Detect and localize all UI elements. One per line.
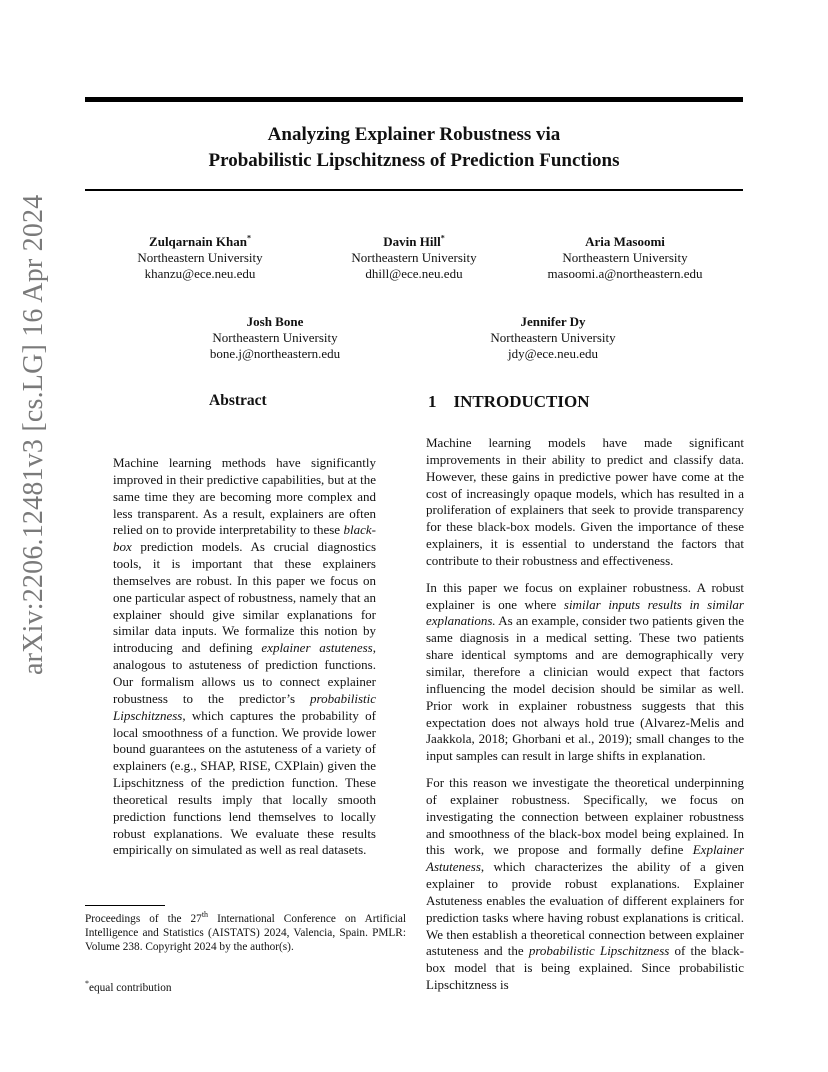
introduction-body: [426, 435, 744, 1004]
paragraph-text: Machine learning models have made significant improvements in their ability to predict and classify data. However, these gains in predictive power have come at the cost of increasingly opaque models, which has resulted in a proliferation of explainers that seek to provide transparency for these black-box models. Given the importance of these explainers, it is essential to understand the factors that contribute to their robustness and effectiveness.: [426, 435, 744, 568]
title-line-2: Probabilistic Lipschitzness of Prediction Functions: [208, 150, 620, 171]
arxiv-stamp: arXiv:2206.12481v3 [cs.LG] 16 Apr 2024: [18, 194, 49, 675]
paragraph-text: For this reason we investigate the theoretical underpinning of explainer robustness. Specifically, we focus on investigating the connection between explainer robustness and smoothness of the black-box model being explained. In this work, we propose and formally define: [426, 775, 744, 858]
footnote-text: equal contribution: [89, 982, 172, 994]
paragraph-emphasis: Explainer Astuteness: [426, 842, 744, 875]
title-bottom-rule: [85, 189, 743, 191]
author-email: dhill@ece.neu.edu: [365, 266, 463, 281]
top-rule: [85, 97, 743, 102]
abstract-text: , analogous to astuteness of prediction functions. Our formalism allows us to connect explainer robustness to the predictor’s: [113, 640, 376, 706]
proceedings-footnote: [85, 912, 406, 954]
section-heading-introduction: [428, 392, 590, 412]
paragraph-text: of the black-box model that is being explained. Since probabilistic Lipschitzness is: [426, 943, 744, 993]
paragraph: [426, 775, 744, 994]
paragraph-emphasis: similar inputs results in similar explanations.: [426, 596, 744, 629]
author-mark: *: [440, 233, 445, 243]
author-affiliation: Northeastern University: [212, 330, 338, 345]
abstract-emphasis: probabilistic Lipschitzness: [113, 690, 376, 723]
author-name: Josh Bone: [246, 314, 304, 329]
author-email: khanzu@ece.neu.edu: [144, 266, 256, 281]
paragraph-text: In this paper we focus on explainer robustness. A robust explainer is one where: [426, 579, 744, 612]
author-name: Zulqarnain Khan: [149, 234, 247, 249]
abstract-emphasis: black-box: [113, 522, 376, 555]
footnote-superscript: th: [201, 910, 209, 920]
abstract-heading: Abstract: [209, 392, 267, 409]
paragraph-emphasis: probabilistic Lipschitzness: [528, 943, 670, 959]
footnote-text: Proceedings of the 27: [85, 913, 202, 925]
author-affiliation: Northeastern University: [562, 250, 688, 265]
equal-contribution-footnote: [85, 981, 406, 995]
abstract-text: Machine learning methods have significantly improved in their predictive capabilities, but at the same time they are becoming more complex and less transparent. As a result, explainers are often relied on to provide interpretability to these: [113, 455, 376, 538]
author-affiliation: Northeastern University: [351, 250, 477, 265]
paragraph: [426, 435, 744, 570]
footnote-text: International Conference on Artificial Intelligence and Statistics (AISTATS) 2024, Valencia, Spain. PMLR: Volume 238. Copyright 2024 by the author(s).: [85, 913, 406, 953]
author-affiliation: Northeastern University: [137, 250, 263, 265]
section-title: INTRODUCTION: [453, 392, 590, 411]
paper-title: [85, 122, 743, 174]
paragraph-text: , which characterizes the ability of a given explainer to provide robust explanations. Explainer Astuteness enables the evaluation of different explainers for prediction tasks where having robust explanations is critical. We then establish a theoretical connection between explainer astuteness and the: [426, 859, 744, 959]
author-block: [110, 234, 290, 282]
author-block: [458, 314, 648, 362]
abstract-text: , which captures the probability of local smoothness of a function. We provide lower bound guarantees on the astuteness of a variety of explainers (e.g., SHAP, RISE, CXPlain) given the Lipschitzness of the prediction function. These theoretical results imply that locally smooth prediction functions lend themselves to locally robust explanations. We evaluate these results empirically on simulated as well as real datasets.: [113, 707, 376, 858]
author-name: Jennifer Dy: [520, 314, 586, 329]
author-block: [180, 314, 370, 362]
author-block: [324, 234, 504, 282]
abstract-emphasis: explainer astuteness: [261, 640, 373, 656]
footnote-rule: [85, 905, 165, 906]
author-email: jdy@ece.neu.edu: [508, 346, 598, 361]
author-block: [520, 234, 730, 282]
section-number: 1: [428, 392, 437, 411]
footnote-mark: *: [85, 979, 89, 989]
author-mark: *: [246, 233, 251, 243]
author-name: Aria Masoomi: [585, 234, 665, 249]
author-affiliation: Northeastern University: [490, 330, 616, 345]
author-email: masoomi.a@northeastern.edu: [547, 266, 703, 281]
author-email: bone.j@northeastern.edu: [209, 346, 341, 361]
paragraph-text: As an example, consider two patients given the same diagnosis in a medical setting. These two patients share identical symptoms and are demographically very similar, therefore a clinician would expect that factors influencing the model decision should be similar as well. Prior work in explainer robustness suggests that this expectation does not always hold true (Alvarez-Melis and Jaakkola, 2018; Ghorbani et al., 2019); small changes to the input samples can result in large shifts in explanation.: [426, 613, 744, 764]
abstract-text: prediction models. As crucial diagnostics tools, it is important that these explainers themselves are robust. In this paper we focus on one particular aspect of robustness, namely that an explainer should give similar explanations for similar data inputs. We formalize this notion by introducing and defining: [113, 539, 376, 656]
title-line-1: Analyzing Explainer Robustness via: [267, 124, 561, 145]
abstract-body: [113, 455, 376, 859]
paragraph: [426, 580, 744, 765]
author-name: Davin Hill: [383, 234, 441, 249]
